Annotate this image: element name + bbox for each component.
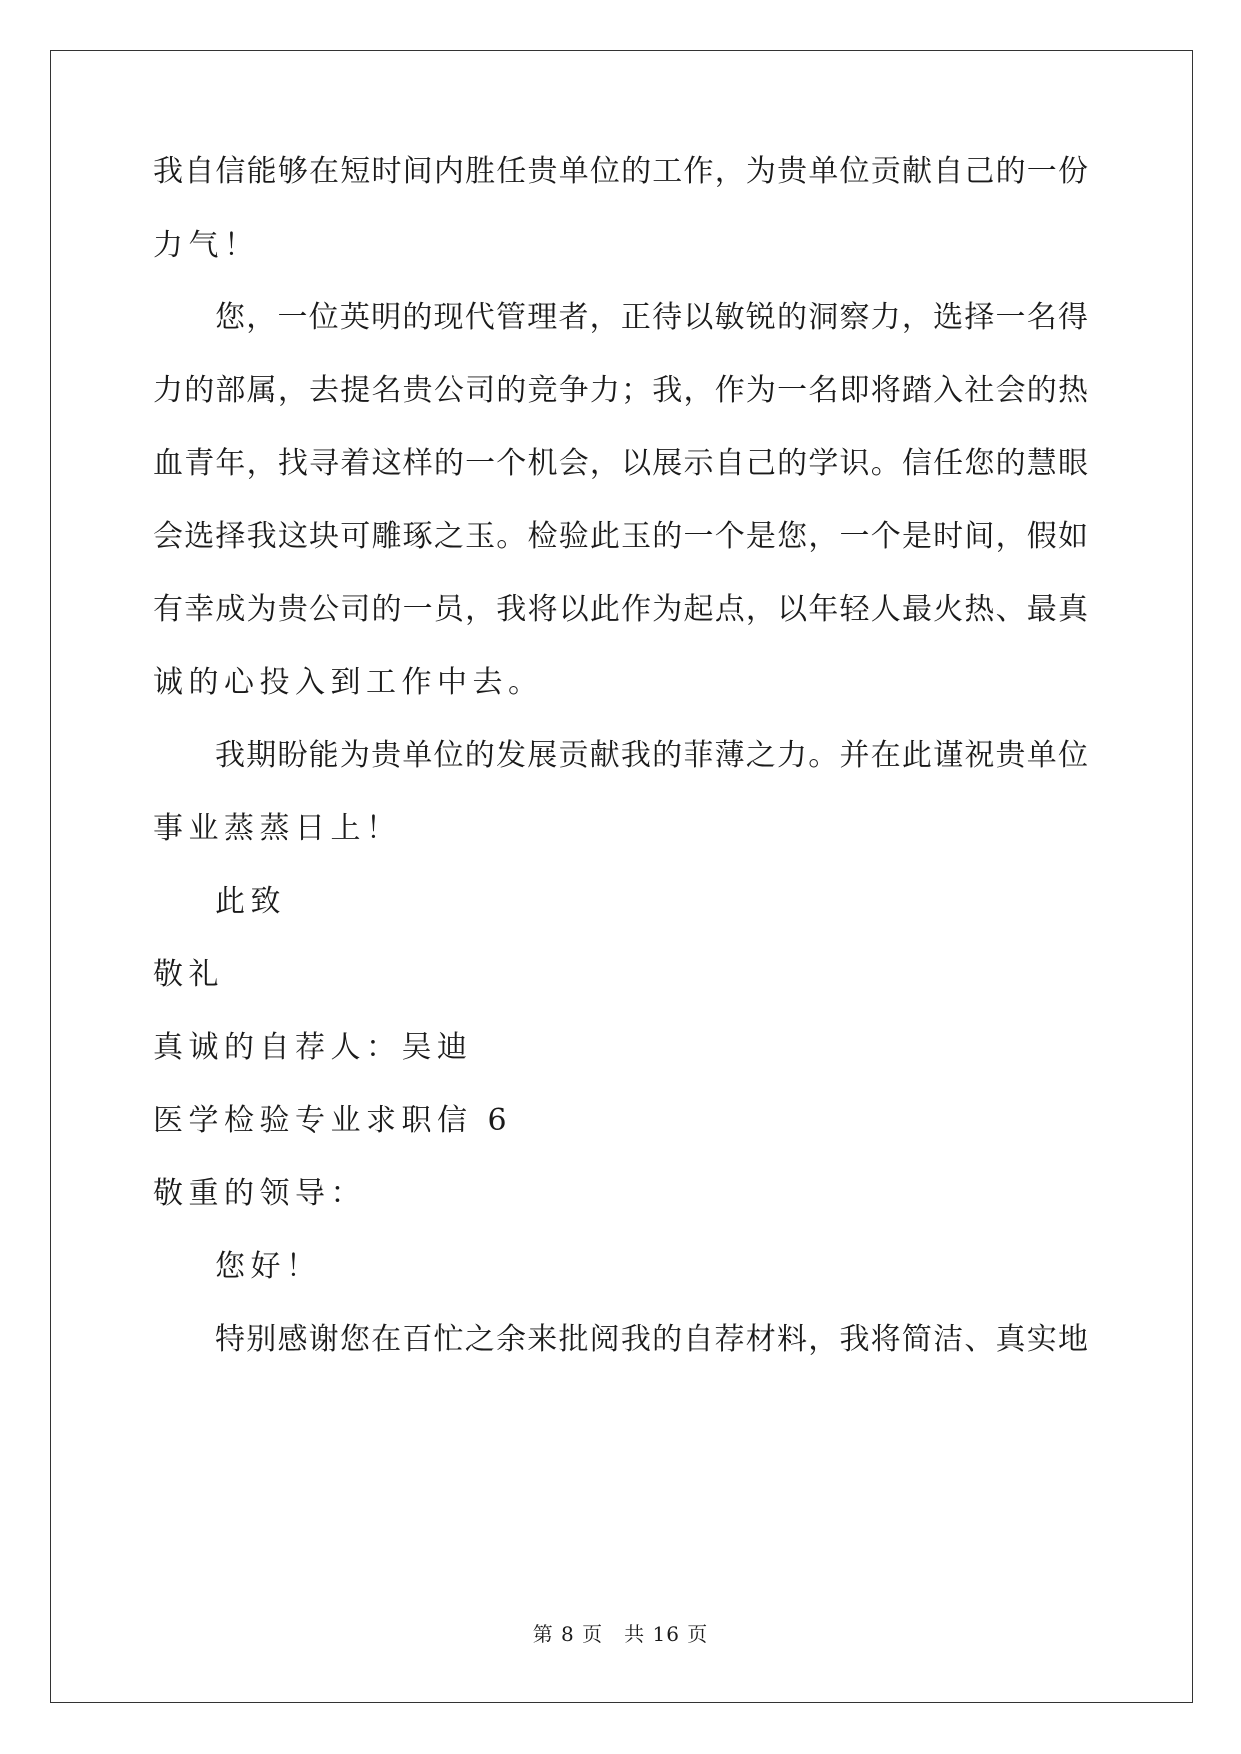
paragraph-start: 您，一位英明的现代管理者，正待以敏锐的洞察力，选择一名得 — [215, 300, 1088, 335]
text-line: 有幸成为贵公司的一员，我将以此作为起点，以年轻人最火热、最真 — [153, 592, 1088, 627]
greeting-hello: 您好！ — [215, 1249, 322, 1284]
paragraph-start: 我期盼能为贵单位的发展贡献我的菲薄之力。并在此谨祝贵单位 — [215, 738, 1088, 773]
text-line: 力气！ — [153, 228, 260, 263]
text-line: 我自信能够在短时间内胜任贵单位的工作，为贵单位贡献自己的一份 — [153, 154, 1088, 189]
page-number-footer: 第 8 页 共 16 页 — [532, 1622, 709, 1646]
closing-salutation: 此致 — [215, 884, 286, 919]
text-line: 事业蒸蒸日上！ — [153, 811, 402, 846]
paragraph-start: 特别感谢您在百忙之余来批阅我的自荐材料，我将简洁、真实地 — [215, 1322, 1088, 1357]
greeting-line: 敬重的领导： — [153, 1176, 366, 1211]
text-line: 诚的心投入到工作中去。 — [153, 665, 544, 700]
closing-respect: 敬礼 — [153, 957, 224, 992]
section-title: 医学检验专业求职信 6 — [153, 1103, 513, 1138]
text-line: 力的部属，去提名贵公司的竞争力；我，作为一名即将踏入社会的热 — [153, 373, 1088, 408]
signature-line: 真诚的自荐人：吴迪 — [153, 1030, 473, 1065]
text-line: 血青年，找寻着这样的一个机会，以展示自己的学识。信任您的慧眼 — [153, 446, 1088, 481]
text-line: 会选择我这块可雕琢之玉。检验此玉的一个是您，一个是时间，假如 — [153, 519, 1088, 554]
